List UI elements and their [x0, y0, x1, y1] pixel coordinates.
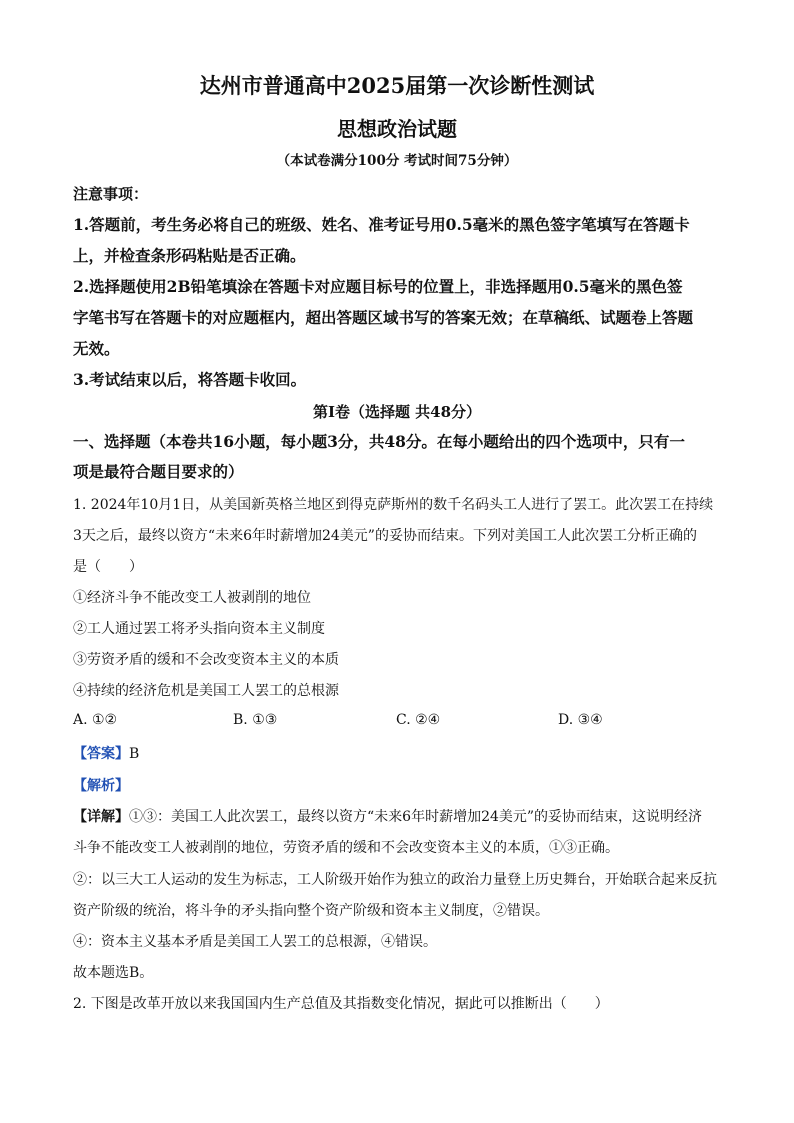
- exam-title: 达州市普通高中2025届第一次诊断性测试: [199, 73, 595, 98]
- q1-statement-3: ③劳资矛盾的缓和不会改变资本主义的本质: [73, 652, 339, 668]
- q1-detail-line-5: ④：资本主义基本矛盾是美国工人罢工的总根源，④错误。: [73, 934, 437, 950]
- part-heading-line-2: 项是最符合题目要求的）: [73, 462, 244, 481]
- notice-item-2-line-1: 2.选择题使用2B铅笔填涂在答题卡对应题目标号的位置上，非选择题用0.5毫米的黑色签: [73, 277, 683, 296]
- part-heading-line-1: 一、选择题（本卷共16小题，每小题3分，共48分。在每小题给出的四个选项中，只有一: [73, 432, 685, 451]
- q1-stem-line-2: 3天之后，最终以资方“未来6年时薪增加24美元”的妥协而结束。下列对美国工人此次罢工分析正确的: [73, 528, 697, 544]
- q1-statement-2: ②工人通过罢工将矛头指向资本主义制度: [73, 621, 325, 637]
- notice-item-2-line-3: 无效。: [73, 339, 120, 358]
- notice-heading: 注意事项：: [73, 185, 149, 203]
- q1-analysis: [73, 775, 724, 795]
- q1-detail-line-1: [73, 806, 724, 826]
- q1-stem-line-1: 1. 2024年10月1日，从美国新英格兰地区到得克萨斯州的数千名码头工人进行了罢工。此次罢工在持续: [73, 497, 714, 513]
- q1-conclusion: 故本题选B。: [73, 965, 154, 981]
- notice-item-2-line-2: 字笔书写在答题卡的对应题框内，超出答题区域书写的答案无效；在草稿纸、试题卷上答题: [73, 308, 694, 327]
- notice-item-3: 3.考试结束以后，将答题卡收回。: [73, 370, 307, 389]
- q1-option-d: D. ③④: [558, 712, 603, 728]
- q1-option-a: A. ①②: [73, 712, 118, 728]
- q1-answer: [73, 743, 724, 763]
- q1-statement-1: ①经济斗争不能改变工人被剥削的地位: [73, 590, 311, 606]
- exam-note: （本试卷满分100分 考试时间75分钟）: [276, 153, 518, 169]
- exam-subject: 思想政治试题: [337, 117, 457, 141]
- q2-stem-line-1: 2. 下图是改革开放以来我国国内生产总值及其指数变化情况，据此可以推断出（ ）: [73, 996, 609, 1012]
- detail-tag: 【详解】: [73, 809, 129, 825]
- q1-option-c: C. ②④: [396, 712, 441, 728]
- detail-text: ①③：美国工人此次罢工，最终以资方“未来6年时薪增加24美元”的妥协而结束，这说明经济: [129, 809, 703, 825]
- analysis-tag: 【解析】: [73, 778, 129, 794]
- q1-statement-4: ④持续的经济危机是美国工人罢工的总根源: [73, 683, 339, 699]
- notice-item-1-line-2: 上，并检查条形码粘贴是否正确。: [73, 246, 306, 265]
- q1-detail-line-2: 斗争不能改变工人被剥削的地位，劳资矛盾的缓和不会改变资本主义的本质，①③正确。: [73, 840, 619, 856]
- answer-value: B: [129, 746, 140, 762]
- q1-detail-line-3: ②：以三大工人运动的发生为标志，工人阶级开始作为独立的政治力量登上历史舞台，开始联合起来反抗: [73, 872, 717, 888]
- notice-item-1-line-1: 1.答题前，考生务必将自己的班级、姓名、准考证号用0.5毫米的黑色签字笔填写在答题卡: [73, 215, 690, 234]
- answer-tag: 【答案】: [73, 746, 129, 762]
- q1-stem-line-3: 是（ ）: [73, 559, 143, 575]
- q1-detail-line-4: 资产阶级的统治，将斗争的矛头指向整个资产阶级和资本主义制度，②错误。: [73, 903, 549, 919]
- q1-option-b: B. ①③: [233, 712, 278, 728]
- section-title: 第Ⅰ卷（选择题 共48分）: [312, 403, 482, 421]
